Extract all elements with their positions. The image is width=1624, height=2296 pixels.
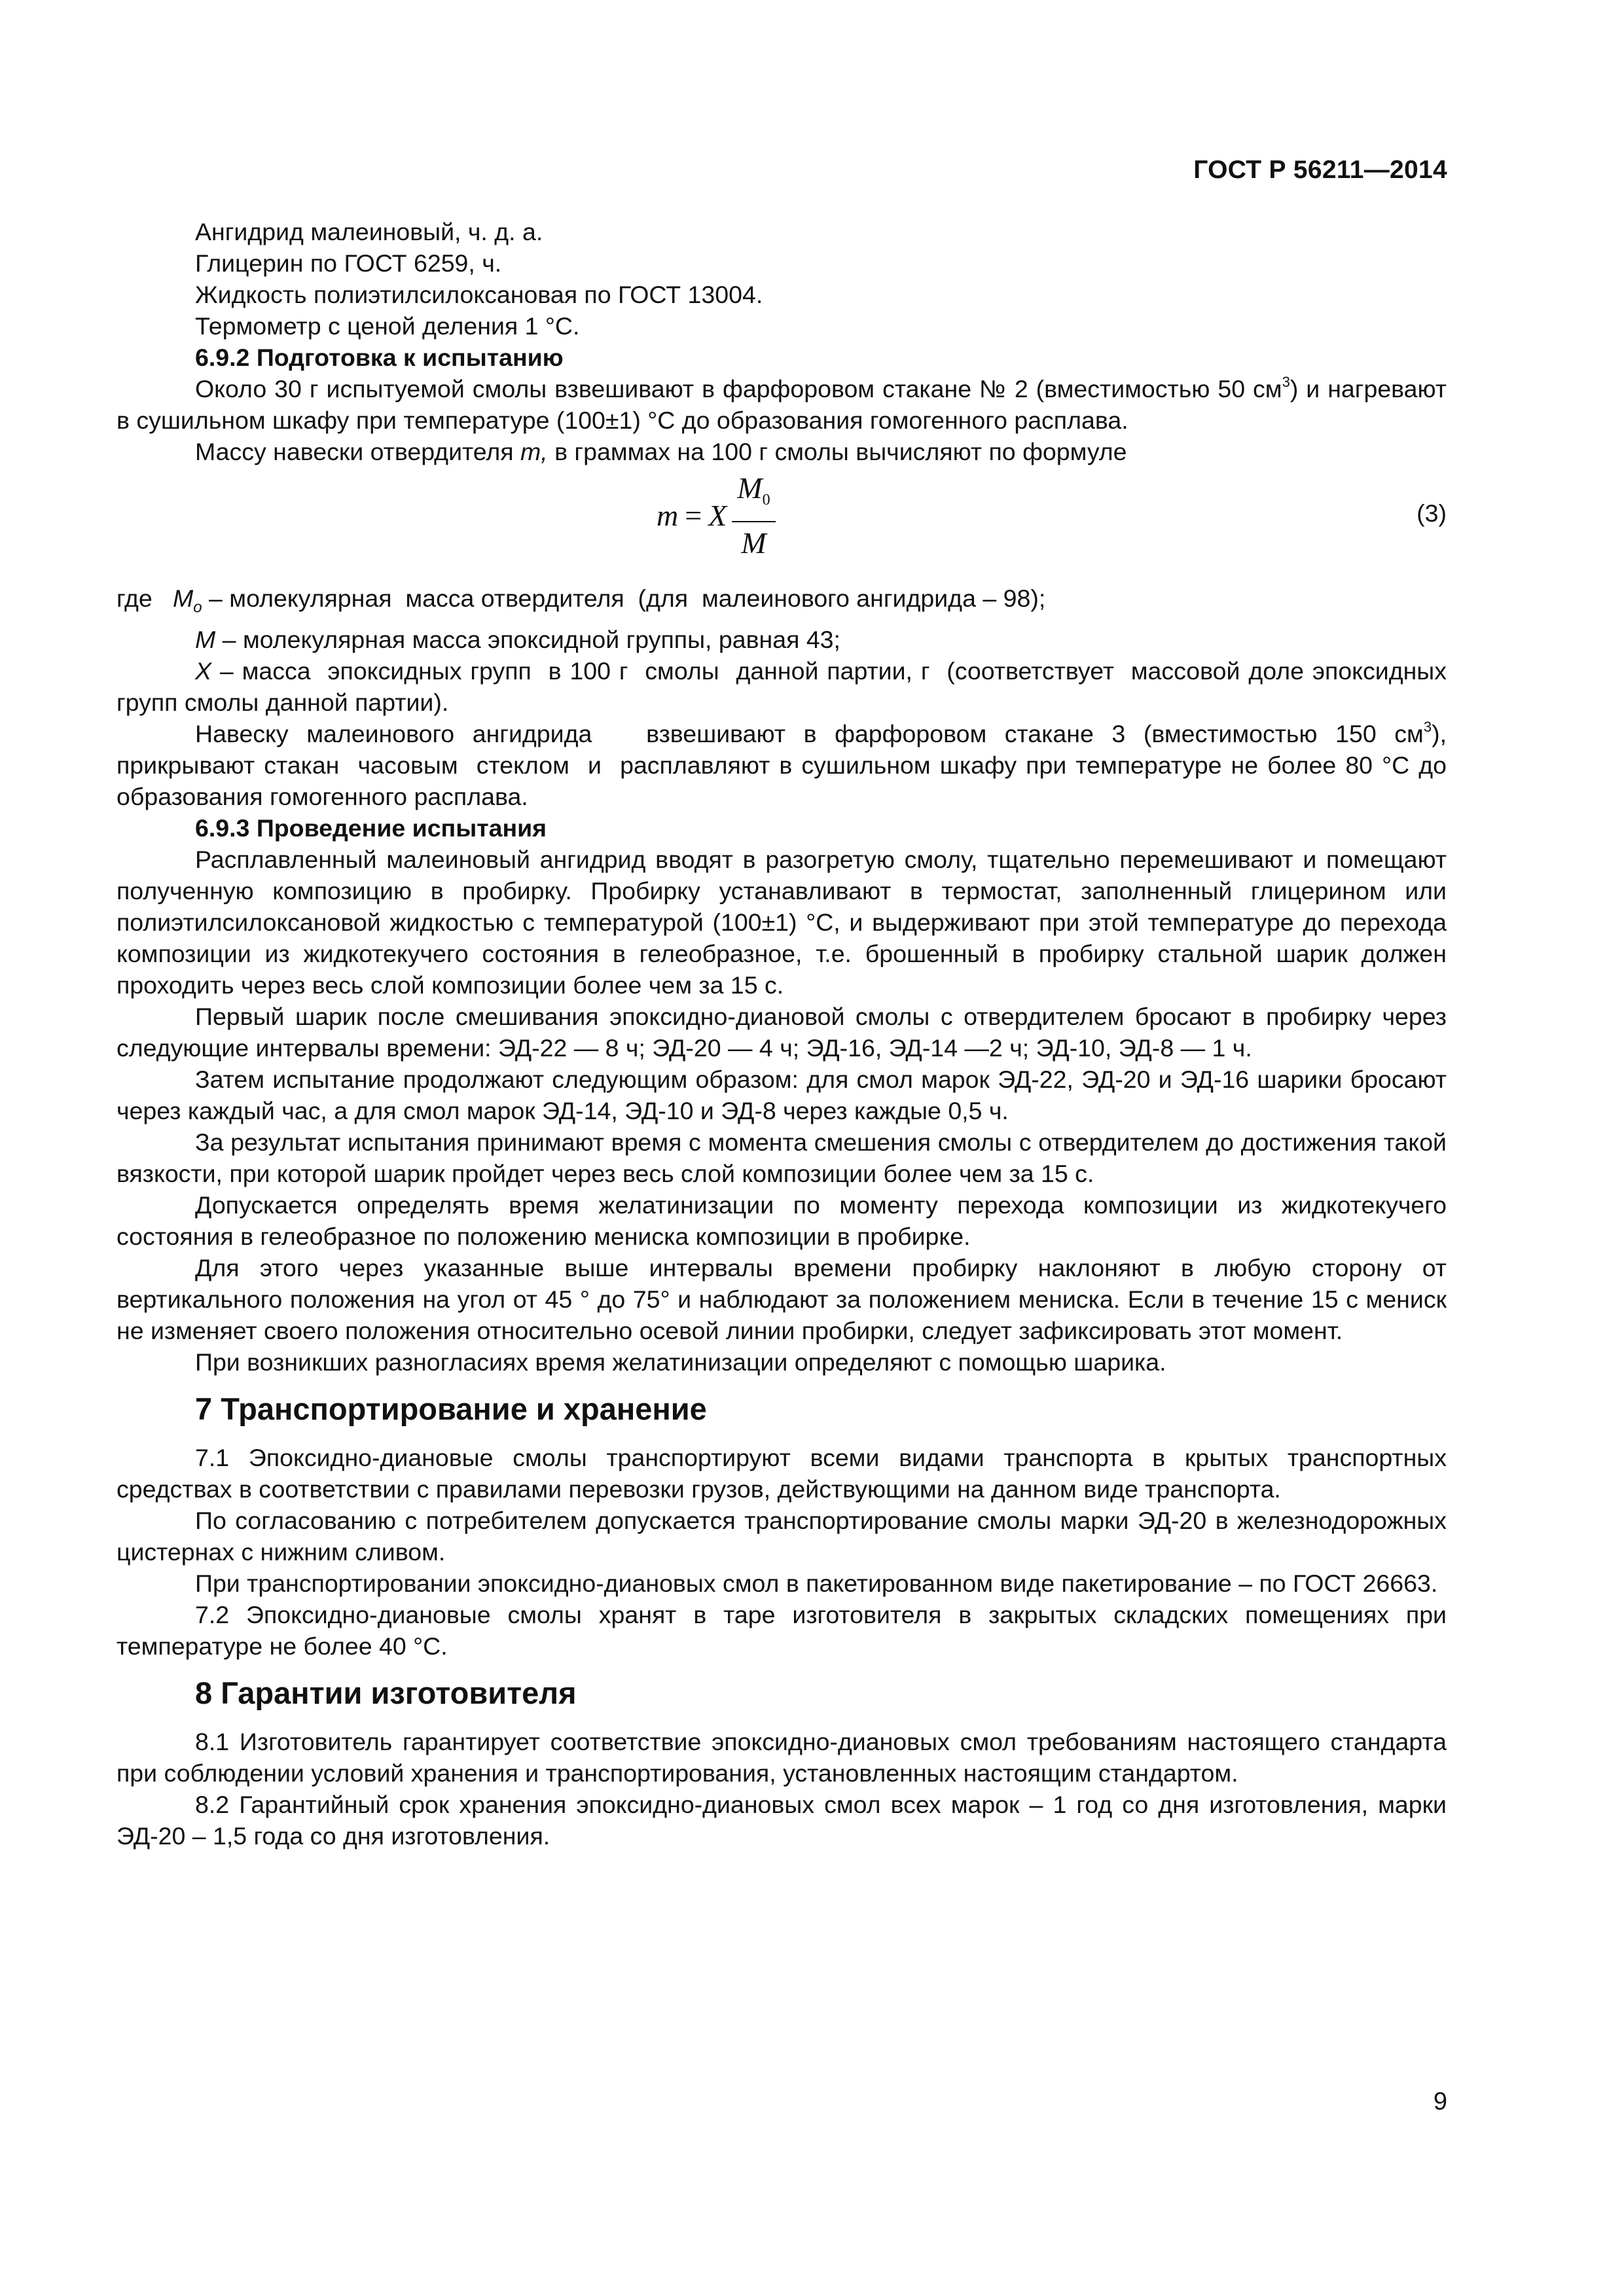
subsection-title-6-9-2: 6.9.2 Подготовка к испытанию [195,344,564,371]
paragraph: 7.1 Эпоксидно-диановые смолы транспортируют всеми видами транспорта в крытых транспортных средствах в соответствии с правилами перевозки грузов, действующими на данном виде транспорта. [117,1443,1447,1503]
variable: М [195,625,216,653]
document-header: ГОСТ Р 56211—2014 [1193,156,1447,184]
paragraph: При возникших разногласиях время желатинизации определяют с помощью шарика. [195,1348,1166,1376]
where-line [117,655,1454,718]
section-title-7: 7 Транспортирование и хранение [195,1391,707,1426]
numerator-symbol: M [737,471,763,505]
paragraph: Допускается определять время желатинизации по моменту перехода композиции из жидкотекучего состояния в гелеобразное по положению мениска композиции в пробирке. [117,1191,1447,1250]
material-item: Жидкость полиэтилсилоксановая по ГОСТ 13004. [195,281,763,308]
material-item: Термометр с ценой деления 1 °С. [195,312,580,340]
text-run: – масса эпоксидных групп в 100 г смолы данной партии, г (соответствует массовой доле эпоксидных групп смолы данной партии). [117,656,1454,716]
paragraph [117,718,1460,812]
formula-equals: = [685,499,702,532]
formula-lhs: m [657,499,679,532]
subsection-title-6-9-3: 6.9.3 Проведение испытания [195,814,547,842]
paragraph [117,373,1447,436]
paragraph: 8.2 Гарантийный срок хранения эпоксидно-диановых смол всех марок – 1 год со дня изготовления, марки ЭД-20 – 1,5 года со дня изготовления. [117,1790,1447,1850]
fraction-numerator [732,471,775,522]
paragraph: За результат испытания принимают время с момента смешения смолы с отвердителем до достижения такой вязкости, при которой шарик пройдет через весь слой композиции более чем за 15 с. [117,1128,1447,1187]
formula-x: X [708,499,727,532]
paragraph: Первый шарик после смешивания эпоксидно-диановой смолы с отвердителем бросают в пробирку через следующие интервалы времени: ЭД-22 — 8 ч; ЭД-20 — 4 ч; ЭД-16, ЭД-14 —2 ч; ЭД-10, ЭД-8 — 1 ч. [117,1002,1447,1062]
material-item: Глицерин по ГОСТ 6259, ч. [195,249,502,277]
where-line [117,624,1447,655]
text-run: в граммах на 100 г смолы вычисляют по формуле [547,438,1127,465]
paragraph: Расплавленный малеиновый ангидрид вводят в разогретую смолу, тщательно перемешивают и помещают полученную композицию в пробирку. Пробирку устанавливают в термостат, заполненный глицерином или полиэтилсилоксановой жидкостью с температурой (100±1) °С, и выдерживают при этой температуре до перехода композиции из жидкотекучего состояния в гелеобразное, т.е. брошенный в пробирку стальной шарик должен проходить через весь слой композиции более чем за 15 с. [117,845,1447,999]
text-run: Около 30 г испытуемой смолы взвешивают в фарфоровом стакане № 2 (вместимостью 50 см [195,375,1282,403]
equation-number: (3) [1416,499,1447,527]
text-run: Навеску малеинового ангидрида взвешивают в фарфоровом стакане 3 (вместимостью 150 см [195,719,1424,747]
superscript: 3 [1282,374,1290,390]
formula [657,470,776,562]
variable: M [173,584,194,612]
material-item: Ангидрид малеиновый, ч. д. а. [195,218,543,245]
where-label: где [117,584,173,612]
document-body [117,216,1460,1852]
paragraph: 7.2 Эпоксидно-диановые смолы хранят в таре изготовителя в закрытых складских помещениях при температуре не более 40 °С. [117,1600,1447,1660]
paragraph: Затем испытание продолжают следующим образом: для смол марок ЭД-22, ЭД-20 и ЭД-16 шарики бросают через каждый час, а для смол марок ЭД-14, ЭД-10 и ЭД-8 через каждые 0,5 ч. [117,1065,1447,1124]
paragraph: При транспортировании эпоксидно-диановых смол в пакетированном виде пакетирование – по ГОСТ 26663. [195,1569,1438,1597]
fraction-denominator: M [741,526,767,560]
numerator-subscript: 0 [762,492,770,509]
text-run: – молекулярная масса эпоксидной группы, равная 43; [215,625,840,653]
paragraph: 8.1 Изготовитель гарантирует соответствие эпоксидно-диановых смол требованиям настоящего стандарта при соблюдении условий хранения и транспортирования, установленных настоящим стандартом. [117,1727,1447,1787]
variable: m, [520,438,548,465]
subscript: o [193,598,202,617]
text-run: – молекулярная масса отвердителя (для малеинового ангидрида – 98); [202,584,1046,612]
paragraph: Для этого через указанные выше интервалы времени пробирку наклоняют в любую сторону от вертикального положения на угол от 45 ° до 75° и наблюдают за положением мениска. Если в течение 15 с мениск не изменяет своего положения относительно осевой линии пробирки, следует зафиксировать этот момент. [117,1253,1447,1344]
text-run: ) и нагревают в сушильном шкафу при температуре (100±1) °С до образования гомогенного расплава. [117,375,1447,434]
where-line [117,583,1447,624]
formula-row [117,470,1447,581]
page-number: 9 [1433,2088,1447,2115]
formula-fraction [732,471,775,560]
superscript: 3 [1423,718,1432,735]
paragraph: По согласованию с потребителем допускается транспортирование смолы марки ЭД-20 в железнодорожных цистернах с нижним сливом. [117,1506,1447,1566]
text-run: Массу навески отвердителя [195,438,520,465]
variable: X [195,656,212,685]
section-title-8: 8 Гарантии изготовителя [195,1675,577,1710]
text-run: ), прикрывают стакан часовым стеклом и расплавляют в сушильном шкафу при температуре не более 80 °С до образования гомогенного расплава. [117,719,1460,810]
paragraph [117,436,1447,467]
